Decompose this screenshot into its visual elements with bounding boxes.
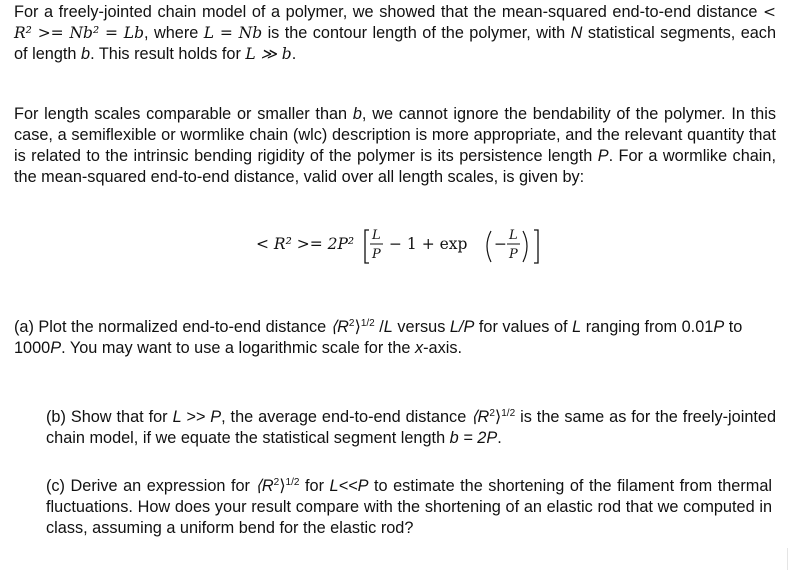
wlc-text-2: , we cannot ignore the bendability of the polymer. In this case, a semiflexible or wormlike chain (wlc) description is more appropriate, and the relevant quantity that is related to the intrinsic bending rigidity of the polymer is its persistence length	[14, 105, 776, 165]
wlc-paragraph	[14, 104, 776, 188]
intro-text-4: statistical segments, each of length	[14, 24, 777, 63]
inner-denominator: P	[509, 247, 518, 262]
part-b-question	[46, 407, 776, 449]
persistence-length-symbol: P	[713, 318, 725, 336]
part-b-text-2: , the average end-to-end distance	[221, 408, 467, 426]
right-bracket	[534, 230, 538, 263]
part-a-text-versus: versus	[397, 318, 446, 336]
fraction-denominator: P	[372, 247, 381, 262]
intro-text-6: .	[291, 45, 297, 63]
fraction-numerator: L	[372, 228, 381, 243]
short-chain-condition: L<<P	[329, 477, 369, 495]
persistence-length-symbol: P	[597, 147, 609, 165]
part-a-text-5: . You may want to use a logarithmic scale for the	[61, 339, 411, 357]
part-a-text-4: to 1000	[14, 318, 743, 357]
part-b-text-1: (b) Show that for	[46, 408, 168, 426]
wlc-formula	[238, 217, 558, 271]
long-chain-condition: L >> P	[172, 408, 222, 426]
rms-symbol: $⟨R^2⟩^{1/2}$	[255, 477, 300, 495]
left-bracket	[365, 230, 369, 263]
left-paren	[487, 231, 491, 262]
formula-minus-one-exp: − 1 + exp	[389, 235, 468, 253]
slash: /	[379, 318, 384, 336]
contour-length-symbol: L	[383, 318, 393, 336]
contour-length-symbol: L	[572, 318, 582, 336]
validity-condition: L ≫ b	[245, 45, 292, 63]
intro-text-5: . This result holds for	[90, 45, 241, 63]
part-a-question	[14, 317, 776, 359]
part-c-text-3: to estimate the shortening of the filament from thermal fluctuations. How does your result compare with the shortening of an elastic rod that we computed in class, assuming a uniform bend for the elastic rod?	[46, 477, 773, 537]
text-cursor-divider	[787, 548, 788, 570]
part-c-text-2: for	[304, 477, 324, 495]
inner-minus: −	[494, 235, 507, 253]
segment-length-symbol: b	[81, 45, 91, 63]
rms-symbol: $⟨R^2⟩^{1/2}$	[471, 408, 516, 426]
part-a-text-1: (a) Plot the normalized end-to-end distance	[14, 318, 327, 336]
rms-symbol: $⟨R^2⟩^{1/2}$	[330, 318, 375, 336]
contour-length-equation: L = Nb	[203, 24, 263, 42]
segment-length-symbol: b	[352, 105, 362, 123]
x-axis-symbol: x	[414, 339, 424, 357]
persistence-length-symbol: P	[50, 339, 62, 357]
right-paren	[523, 231, 527, 262]
inner-numerator: L	[509, 228, 518, 243]
segment-count-symbol: N	[570, 24, 583, 42]
part-c-question	[46, 476, 772, 539]
part-a-text-2: for values of	[478, 318, 568, 336]
intro-text-3: is the contour length of the polymer, with	[267, 24, 566, 42]
intro-text-2: , where	[144, 24, 199, 42]
part-a-text-3: ranging from 0.01	[585, 318, 714, 336]
part-a-text-6: -axis.	[423, 339, 463, 357]
part-c-text-1: (c) Derive an expression for	[46, 477, 250, 495]
part-b-text-3: is the same as for the freely-jointed chain model, if we equate the statistical segment length	[46, 408, 777, 447]
intro-text-1: For a freely-jointed chain model of a polymer, we showed that the mean-squared end-to-end distance	[14, 3, 758, 21]
wlc-text-1: For length scales comparable or smaller than	[14, 105, 348, 123]
segment-length-equation: b = 2P	[449, 429, 498, 447]
intro-paragraph	[14, 2, 776, 65]
formula-lhs: < R² >= 2P²	[256, 235, 355, 253]
fjc-equation: < R² >= Nb² = Lb	[14, 3, 776, 42]
wlc-text-3: . For a wormlike chain, the mean-squared end-to-end distance, valid over all length scales, is given by:	[14, 147, 776, 186]
part-b-text-4: .	[497, 429, 502, 447]
l-over-p-symbol: L/P	[449, 318, 475, 336]
